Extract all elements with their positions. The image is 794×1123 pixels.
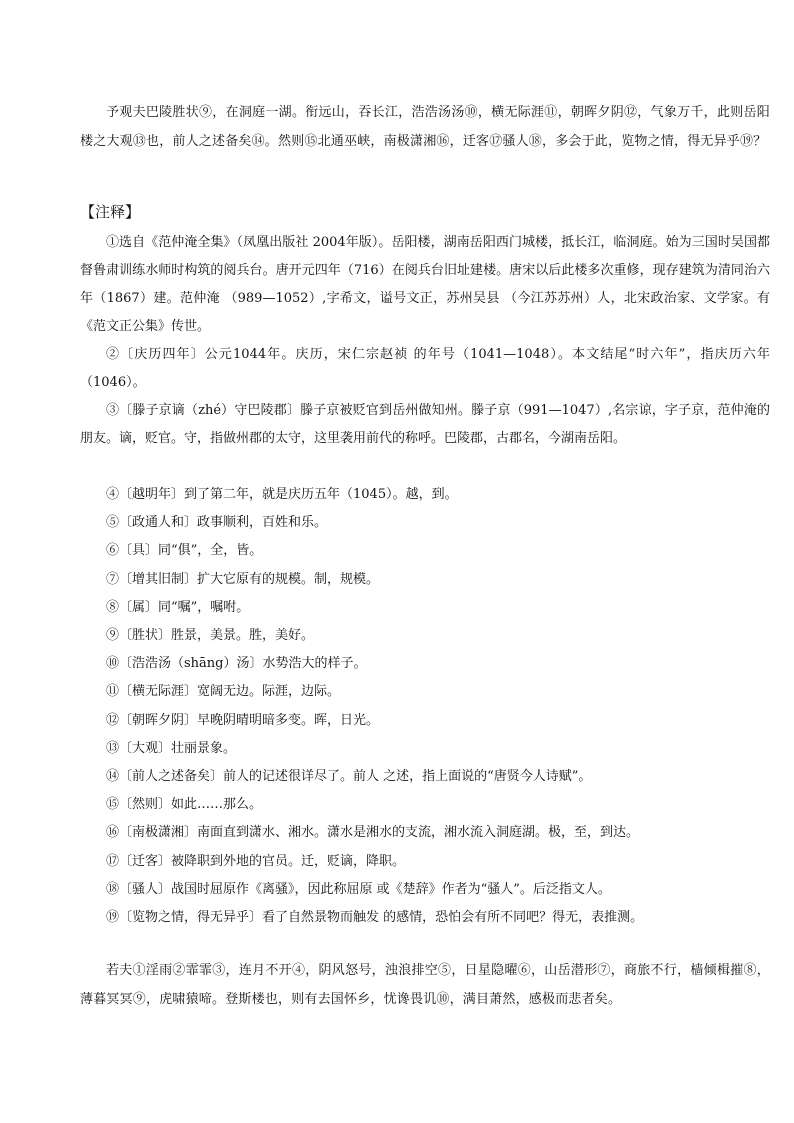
note-item-8: ⑧〔属〕同“嘱”，嘱咐。 <box>106 599 250 615</box>
note-item-4: ④〔越明年〕到了第二年，就是庆历五年（1045）。越，到。 <box>106 487 458 502</box>
text-paragraph-bottom: 若夫①淫雨②霏霏③，连月不开④，阴风怒号，浊浪排空⑤，日星隐曜⑥，山岳潜形⑦，商旅不行，樯倾楫摧⑧，薄暮冥冥⑨，虎啸猿啼。登斯楼也，则有去国怀乡，忧谗畏讥⑩，满目萧然，感极而悲者矣。 <box>80 963 770 1007</box>
notes-list <box>80 481 770 932</box>
text-paragraph-top: 予观夫巴陵胜状⑨，在洞庭一湖。衔远山，吞长江，浩浩汤汤⑩，横无际涯⑪，朝晖夕阴⑫，气象万千，此则岳阳楼之大观⑬也，前人之述备矣⑭。然则⑮北通巫峡，南极潇湘⑯，迁客⑰骚人⑱，多会于此，览物之情，得无异乎⑲？ <box>80 105 770 149</box>
note-item-19: ⑲〔览物之情，得无异乎〕看了自然景物而触发 的感情，恐怕会有所不同吧？得无，表推测。 <box>106 910 644 926</box>
note-item-1: ①选自《范仲淹全集》（凤凰出版社 2004年版）。岳阳楼，湖南岳阳西门城楼，抵长江，临洞庭。始为三国时吴国都督鲁肃训练水师时构筑的阅兵台。唐开元四年（716）在阅兵台旧址建楼。唐宋以后此楼多次重修，现存建筑为清同治六年（1867）建。范仲淹 （989—1052）,字希文，谥号文正，苏州吴县 （今江苏苏州）人，北宋政治家、文学家。有《范文正公集》传世。 <box>80 235 770 334</box>
note-item-13: ⑬〔大观〕壮丽景象。 <box>106 740 237 756</box>
note-item-3: ③〔滕子京谪（zhé）守巴陵郡〕滕子京被贬官到岳州做知州。滕子京（991—1047）,名宗谅，字子京，范仲淹的朋友。谪，贬官。守，指做州郡的太守，这里袭用前代的称呼。巴陵郡，古郡名，今湖南岳阳。 <box>80 403 770 446</box>
notes-heading: 【注释】 <box>80 203 141 221</box>
note-item-18: ⑱〔骚人〕战国时屈原作《离骚》，因此称屈原 或《楚辞》作者为“骚人”。后泛指文人。 <box>106 881 611 897</box>
note-item-17: ⑰〔迁客〕被降职到外地的官员。迁，贬谪，降职。 <box>106 853 406 869</box>
note-item-7: ⑦〔增其旧制〕扩大它原有的规模。制，规模。 <box>106 571 380 587</box>
note-item-9: ⑨〔胜状〕胜景，美景。胜，美好。 <box>106 628 315 644</box>
note-item-11: ⑪〔横无际涯〕宽阔无边。际涯，边际。 <box>106 684 341 700</box>
note-item-15: ⑮〔然则〕如此……那么。 <box>106 797 263 813</box>
note-item-6: ⑥〔具〕同“俱”，全，皆。 <box>106 543 263 559</box>
note-item-10: ⑩〔浩浩汤（shāng）汤〕水势浩大的样子。 <box>106 656 367 672</box>
note-item-5: ⑤〔政通人和〕政事顺利，百姓和乐。 <box>106 515 328 531</box>
note-item-14: ⑭〔前人之述备矣〕前人的记述很详尽了。前人 之述，指上面说的“唐贤今人诗赋”。 <box>106 769 592 785</box>
note-item-16: ⑯〔南极潇湘〕南面直到潇水、湘水。潇水是湘水的支流，湘水流入洞庭湖。极，至，到达。 <box>106 825 640 841</box>
note-item-12: ⑫〔朝晖夕阴〕早晚阴晴明暗多变。晖，日光。 <box>106 712 380 728</box>
note-item-2: ②〔庆历四年〕公元1044年。庆历，宋仁宗赵祯 的年号（1041—1048）。本文结尾“时六年”，指庆历六年（1046）。 <box>80 347 770 390</box>
